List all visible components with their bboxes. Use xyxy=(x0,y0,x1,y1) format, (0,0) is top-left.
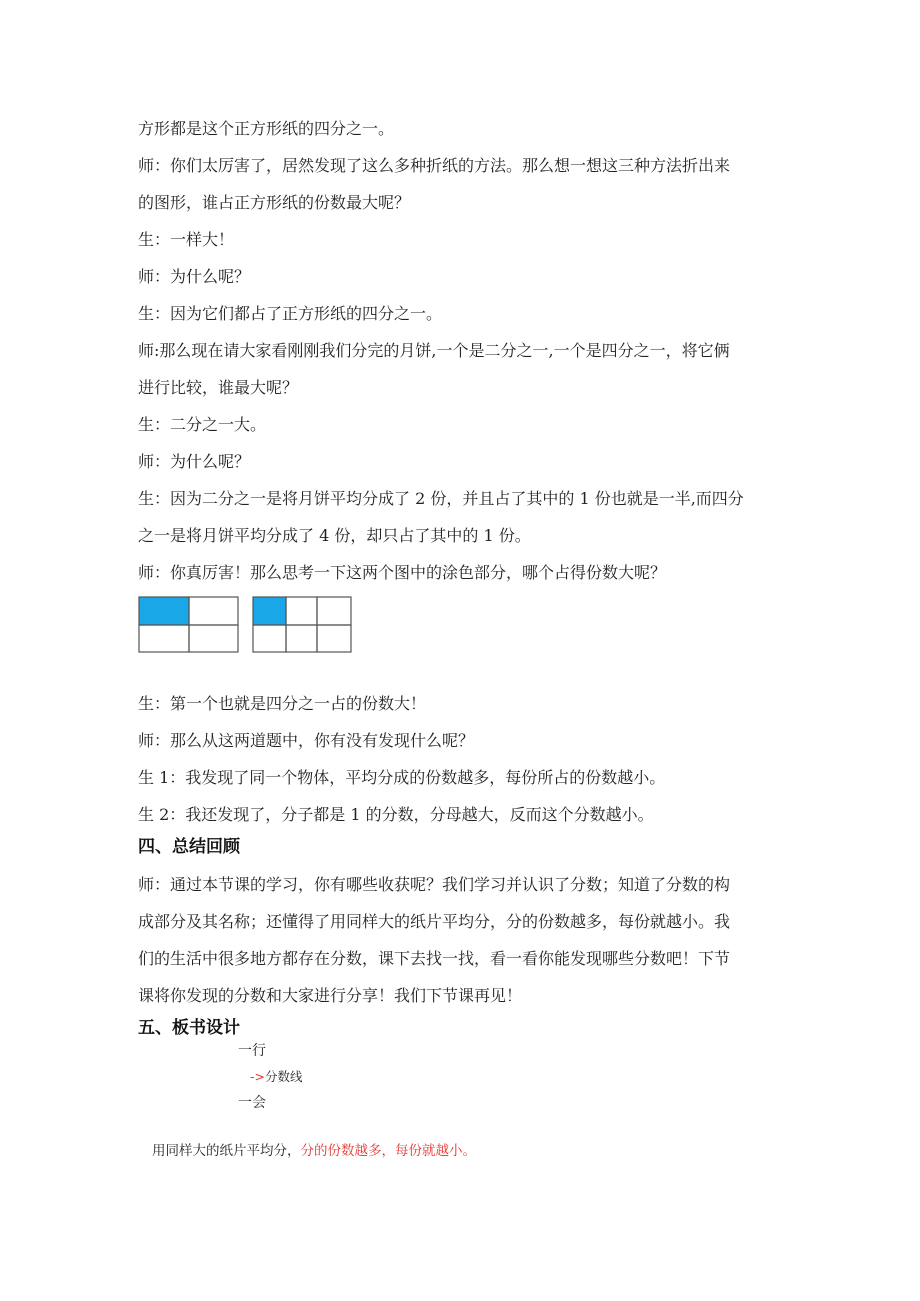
text-line: 方形都是这个正方形纸的四分之一。 xyxy=(138,119,395,138)
board-label: 分数线 xyxy=(264,1069,303,1084)
text-line: 生 2：我还发现了，分子都是 1 的分数，分母越大，反而这个分数越小。 xyxy=(138,805,654,824)
text-line: 生 1：我发现了同一个物体，平均分成的份数越多，每份所占的份数越小。 xyxy=(138,768,666,787)
summary-black-text: 用同样大的纸片平均分， xyxy=(152,1143,301,1159)
grid-cell xyxy=(286,597,317,625)
text-line: 师：为什么呢？ xyxy=(138,452,251,471)
text-line: 之一是将月饼平均分成了 4 份，却只占了其中的 1 份。 xyxy=(138,526,531,545)
board-summary xyxy=(152,1140,476,1162)
text-line: 师：为什么呢？ xyxy=(138,267,251,286)
grid-quarter xyxy=(139,597,238,652)
filled-cell xyxy=(139,597,189,625)
grid-cell xyxy=(317,625,351,652)
text-line: 师:那么现在请大家看刚刚我们分完的月饼,一个是二分之一,一个是四分之一，将它俩 xyxy=(138,341,730,360)
text-line: 生：一样大！ xyxy=(138,230,235,249)
text-line: 师：你真厉害！那么思考一下这两个图中的涂色部分，哪个占得份数大呢？ xyxy=(138,563,667,582)
text-line: 成部分及其名称；还懂得了用同样大的纸片平均分，分的份数越多，每份就越小。我 xyxy=(138,912,731,931)
summary-red-text: 分的份数越多，每份就越小。 xyxy=(300,1143,476,1159)
text-line: 生：因为它们都占了正方形纸的四分之一。 xyxy=(138,304,443,323)
text-line: 师：那么从这两道题中，你有没有发现什么呢？ xyxy=(138,731,475,750)
section-heading-board: 五、板书设计 xyxy=(138,1018,240,1038)
text-line: 师：你们太厉害了，居然发现了这么多种折纸的方法。那么想一想这三种方法折出来 xyxy=(138,156,731,175)
grid-cell xyxy=(189,597,238,625)
grid-cell xyxy=(253,625,286,652)
text-line: 师：通过本节课的学习，你有哪些收获呢？我们学习并认识了分数；知道了分数的构 xyxy=(138,875,731,894)
grid-cell xyxy=(189,625,238,652)
grid-cell xyxy=(139,625,189,652)
text-line: 生：第一个也就是四分之一占的份数大！ xyxy=(138,694,427,713)
text-line: 课将你发现的分数和大家进行分享！我们下节课再见！ xyxy=(138,986,523,1005)
text-line: 生：因为二分之一是将月饼平均分成了 2 份，并且占了其中的 1 份也就是一半,而四分 xyxy=(138,489,744,508)
grid-cell xyxy=(317,597,351,625)
grid-cell xyxy=(286,625,317,652)
text-line: 进行比较，谁最大呢？ xyxy=(138,378,299,397)
board-bottom-text: 一会 xyxy=(238,1095,266,1111)
grid-sixth xyxy=(253,597,351,652)
board-arrow-line xyxy=(250,1066,303,1088)
arrow-icon: -> xyxy=(250,1069,265,1084)
fraction-grid-figure xyxy=(138,596,378,656)
board-top-text: 一行 xyxy=(238,1043,266,1059)
text-line: 们的生活中很多地方都存在分数，课下去找一找，看一看你能发现哪些分数吧！下节 xyxy=(138,949,731,968)
text-line: 生：二分之一大。 xyxy=(138,415,267,434)
section-heading-summary: 四、总结回顾 xyxy=(138,837,240,857)
text-line: 的图形，谁占正方形纸的份数最大呢？ xyxy=(138,193,411,212)
filled-cell xyxy=(253,597,286,625)
